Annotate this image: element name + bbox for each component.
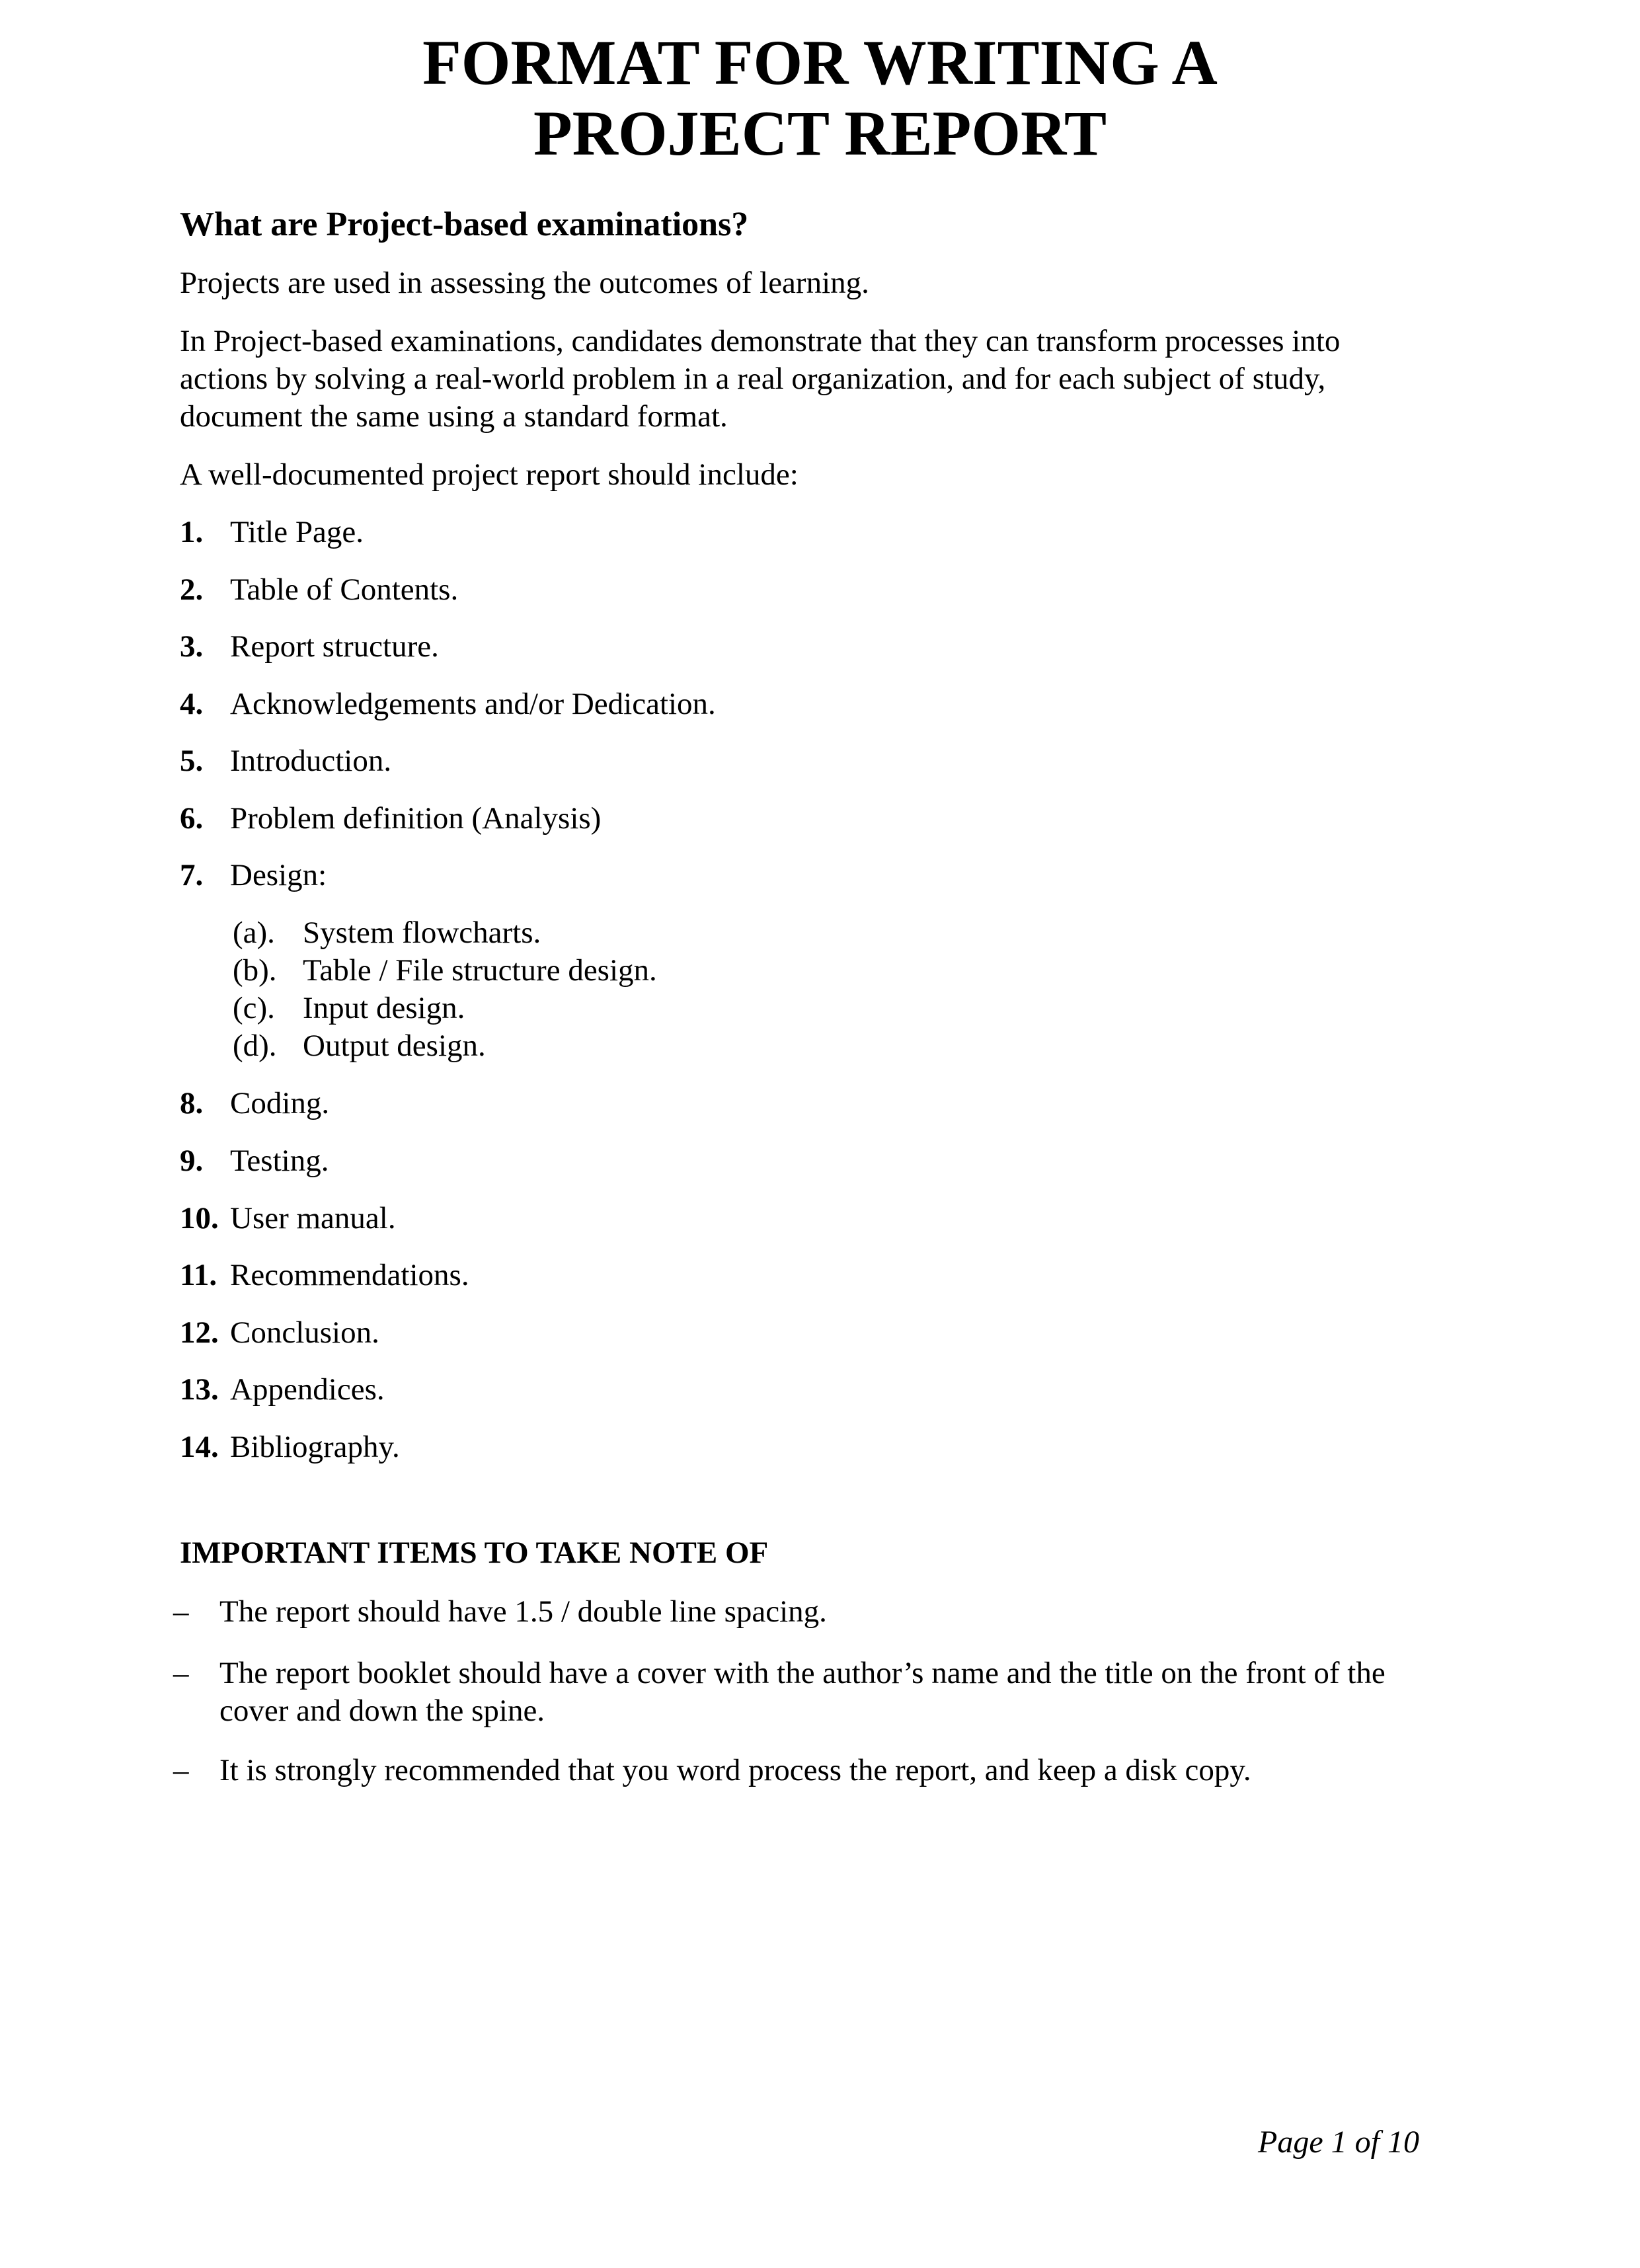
design-subitem-label: Output design.	[303, 1029, 486, 1063]
intro-paragraph-2-line-2: actions by solving a real-world problem in a real organization, and for each subject of study,	[180, 362, 1326, 396]
important-item-line: The report booklet should have a cover with the author’s name and the title on the front of the	[219, 1656, 1386, 1690]
list-item-label: Report structure.	[230, 629, 439, 664]
list-item-label: Table of Contents.	[230, 572, 459, 607]
design-subitem-label: Input design.	[303, 991, 465, 1025]
list-item-number: 4.	[180, 687, 204, 721]
list-item-label: Design:	[230, 858, 327, 892]
design-subitem-number: (b).	[233, 953, 277, 988]
list-item-number: 2.	[180, 572, 204, 607]
important-heading: IMPORTANT ITEMS TO TAKE NOTE OF	[180, 1536, 769, 1570]
design-subitem-number: (c).	[233, 991, 275, 1025]
intro-paragraph-2-line-1: In Project-based examinations, candidates demonstrate that they can transform processes into	[180, 324, 1341, 358]
dash-bullet-icon: –	[173, 1753, 189, 1787]
list-item-label: Coding.	[230, 1086, 330, 1120]
list-item-number: 14.	[180, 1430, 219, 1464]
list-item-number: 10.	[180, 1201, 219, 1235]
intro-paragraph-1: Projects are used in assessing the outcomes of learning.	[180, 266, 869, 300]
design-subitem-label: System flowcharts.	[303, 916, 541, 950]
list-item-number: 5.	[180, 744, 204, 778]
page-number: Page 1 of 10	[1258, 2125, 1419, 2160]
dash-bullet-icon: –	[173, 1656, 189, 1690]
list-item-number: 3.	[180, 629, 204, 664]
intro-paragraph-2-line-3: document the same using a standard format.	[180, 399, 728, 434]
design-subitem-label: Table / File structure design.	[303, 953, 657, 988]
list-intro: A well-documented project report should include:	[180, 457, 799, 492]
list-item-number: 11.	[180, 1258, 217, 1292]
document-title-line-1: FORMAT FOR WRITING A	[422, 27, 1218, 98]
list-item-number: 6.	[180, 801, 204, 836]
list-item-label: Introduction.	[230, 744, 392, 778]
document-title-line-2: PROJECT REPORT	[533, 98, 1107, 169]
list-item-label: Title Page.	[230, 515, 364, 549]
design-subitem-number: (d).	[233, 1029, 277, 1063]
list-item-label: Problem definition (Analysis)	[230, 801, 602, 836]
dash-bullet-icon: –	[173, 1594, 189, 1629]
list-item-label: Bibliography.	[230, 1430, 400, 1464]
important-item-line: The report should have 1.5 / double line spacing.	[219, 1594, 827, 1629]
list-item-number: 7.	[180, 858, 204, 892]
important-item-line: It is strongly recommended that you word process the report, and keep a disk copy.	[219, 1753, 1251, 1787]
important-item-line: cover and down the spine.	[219, 1694, 545, 1728]
design-subitem-number: (a).	[233, 916, 275, 950]
list-item-number: 12.	[180, 1315, 219, 1350]
list-item-label: Recommendations.	[230, 1258, 469, 1292]
list-item-label: Conclusion.	[230, 1315, 379, 1350]
list-item-label: Testing.	[230, 1144, 329, 1178]
list-item-number: 9.	[180, 1144, 204, 1178]
section-heading: What are Project-based examinations?	[180, 206, 749, 243]
list-item-number: 1.	[180, 515, 204, 549]
list-item-label: User manual.	[230, 1201, 396, 1235]
list-item-number: 8.	[180, 1086, 204, 1120]
list-item-label: Acknowledgements and/or Dedication.	[230, 687, 716, 721]
list-item-number: 13.	[180, 1372, 219, 1407]
list-item-label: Appendices.	[230, 1372, 385, 1407]
